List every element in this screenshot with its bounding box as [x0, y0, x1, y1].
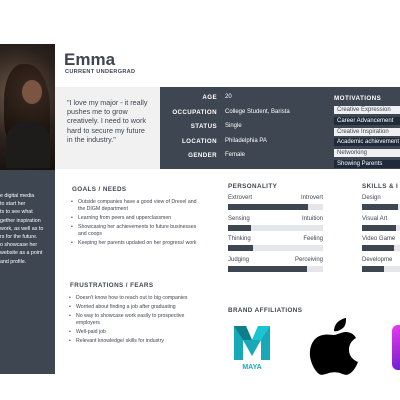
bio-line: work, as well as to: [0, 225, 44, 232]
info-value: Philadelphia PA: [225, 137, 267, 144]
skill-fill: [362, 225, 396, 231]
trait-labels: [228, 216, 323, 224]
brands-title: BRAND AFFILIATIONS: [228, 307, 303, 314]
trait-left-label: Extrovert: [228, 195, 253, 201]
info-value: Female: [225, 152, 246, 158]
info-row-occupation: [160, 109, 325, 119]
motivation-item: Creative Inspiration: [334, 128, 400, 136]
skill-track: [362, 266, 400, 272]
trait-labels: [228, 236, 323, 244]
persona-bio: [0, 192, 55, 266]
skill-track: [362, 204, 400, 210]
skills-title: SKILLS & I: [362, 183, 399, 190]
skill-label: Video Game: [362, 236, 396, 242]
info-label: AGE: [202, 94, 217, 101]
trait-labels: [228, 257, 323, 265]
persona-role: CURRENT UNDERGRAD: [65, 69, 136, 75]
info-value: Single: [225, 123, 242, 129]
list-item: • Showcasing her achievements to future businesses and coops: [70, 224, 198, 237]
personality-trait: [228, 216, 323, 231]
list-item: • Doesn't know how to reach out to big companies: [68, 295, 193, 302]
list-item: • Outside companies have a good view of Drexel and the DIGM department: [70, 199, 198, 212]
skill-track: [362, 225, 400, 231]
list-item: • Keeping her parents updated on her progress/ work: [70, 240, 198, 247]
skill-track: [362, 245, 400, 251]
motivation-item: Academic achievement: [334, 138, 400, 146]
personality-trait: [228, 195, 323, 210]
trait-track: [228, 266, 323, 272]
trait-track: [228, 225, 323, 231]
trait-fill: [228, 225, 251, 231]
info-row-location: [160, 138, 325, 148]
trait-fill: [228, 245, 253, 251]
trait-track: [228, 245, 323, 251]
persona-name: Emma: [64, 50, 116, 69]
bio-line: e digital media: [0, 193, 35, 199]
trait-fill: [228, 266, 307, 272]
trait-right-label: Perceiving: [294, 256, 323, 263]
motivation-item: Career Advancement: [334, 117, 400, 125]
trait-track: [228, 204, 323, 210]
skill-fill: [362, 266, 384, 272]
skill-item: [362, 236, 400, 251]
maya-logo-text: MAYA: [242, 364, 262, 371]
info-label: OCCUPATION: [172, 108, 217, 116]
skill-item: [362, 195, 400, 210]
bio-line: ts to see what: [0, 209, 33, 216]
persona-photo: [0, 44, 55, 170]
info-label: GENDER: [188, 152, 217, 159]
motivation-item: Networking: [334, 149, 400, 157]
info-row-status: [160, 123, 325, 133]
info-value: 20: [225, 94, 232, 100]
list-item: • Well-paid job: [68, 329, 193, 336]
trait-left-label: Thinking: [228, 236, 251, 242]
goals-list: [70, 199, 198, 249]
trait-right-label: Intuition: [301, 215, 323, 222]
info-value: College Student, Barista: [225, 108, 290, 115]
skill-fill: [362, 245, 394, 251]
list-item: • No way to showcase work easily to prospective employers: [68, 313, 193, 326]
trait-right-label: Feeling: [303, 236, 323, 242]
bio-line: o showcase her: [0, 242, 38, 249]
bio-line: rs for the future.: [0, 234, 38, 241]
info-label: STATUS: [190, 123, 217, 130]
skill-label: Visual Art: [362, 215, 388, 222]
trait-labels: [228, 195, 323, 203]
bio-line: and profile.: [0, 258, 27, 265]
skill-fill: [362, 204, 398, 210]
skill-label: Developme: [362, 256, 393, 263]
maya-logo: [228, 322, 276, 372]
personality-trait: [228, 236, 323, 251]
trait-fill: [228, 204, 308, 210]
trait-left-label: Sensing: [228, 215, 250, 222]
app-logo: [392, 325, 400, 370]
info-label: LOCATION: [181, 137, 217, 145]
motivations-title: MOTIVATIONS: [334, 95, 382, 102]
frustrations-title: FRUSTRATIONS / FEARS: [70, 282, 154, 289]
info-row-gender: [160, 152, 325, 162]
persona-quote: "I love my major - it really pushes me to grow creatively. I need to work hard to secure my future in the industry.": [67, 98, 148, 144]
list-item: • Worried about finding a job after graduating: [68, 304, 193, 311]
skill-label: Design: [362, 195, 381, 201]
bio-line: website as a point: [0, 250, 43, 257]
list-item: • Relevant knowledge/ skills for industry: [68, 338, 193, 345]
bio-line: to start her: [0, 201, 26, 208]
info-row-age: [160, 94, 325, 104]
goals-title: GOALS / NEEDS: [72, 186, 127, 193]
motivation-item: Creative Expression: [334, 106, 400, 114]
trait-left-label: Judging: [228, 256, 250, 263]
skill-item: [362, 216, 400, 231]
apple-logo: [308, 318, 360, 376]
trait-right-label: Introvert: [300, 195, 323, 201]
bio-line: gether inspiration: [0, 217, 41, 224]
personality-trait: [228, 257, 323, 272]
skill-item: [362, 257, 400, 272]
frustrations-list: [68, 295, 193, 348]
personality-title: PERSONALITY: [228, 183, 278, 190]
motivation-item: Showing Parents: [334, 160, 400, 168]
list-item: • Learning from peers and upperclassmen: [70, 215, 198, 222]
